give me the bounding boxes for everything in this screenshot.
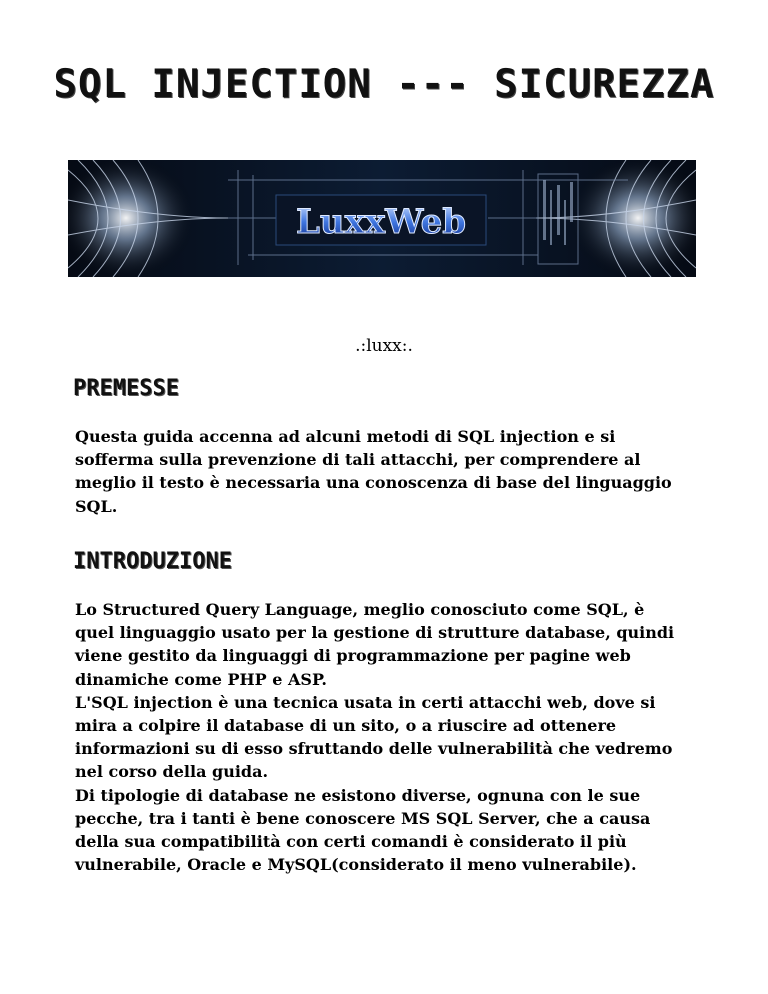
- text-line: vulnerabile, Oracle e MySQL(considerato il meno vulnerabile).: [75, 855, 637, 875]
- luxxweb-banner-image: [68, 160, 696, 277]
- text-line: dinamiche come PHP e ASP.: [75, 669, 327, 689]
- section-heading-introduzione: INTRODUZIONE: [73, 549, 232, 574]
- text-line: nel corso della guida.: [75, 762, 269, 782]
- text-line: meglio il testo è necessaria una conoscenza di base del linguaggio: [75, 473, 672, 493]
- text-line: viene gestito da linguaggi di programmazione per pagine web: [75, 646, 631, 666]
- text-line: sofferma sulla prevenzione di tali attacchi, per comprendere al: [75, 450, 641, 470]
- banner-logo-text: LuxxWeb: [296, 202, 466, 242]
- section-paragraph-premesse: [75, 425, 675, 518]
- text-line: L'SQL injection è una tecnica usata in certi attacchi web, dove si: [75, 692, 656, 712]
- text-line: pecche, tra i tanti è bene conoscere MS SQL Server, che a causa: [75, 808, 651, 828]
- author-signature: .:luxx:.: [355, 336, 413, 356]
- text-line: informazioni su di esso sfruttando delle vulnerabilità che vedremo: [75, 739, 673, 759]
- text-line: Questa guida accenna ad alcuni metodi di SQL injection e si: [75, 427, 616, 446]
- text-line: quel linguaggio usato per la gestione di strutture database, quindi: [75, 623, 675, 643]
- section-paragraph-introduzione: [75, 598, 675, 876]
- text-line: SQL.: [75, 496, 118, 516]
- document-title: SQL INJECTION --- SICUREZZA: [53, 62, 715, 107]
- text-line: Lo Structured Query Language, meglio conosciuto come SQL, è: [75, 600, 645, 619]
- text-line: Di tipologie di database ne esistono diverse, ognuna con le sue: [75, 785, 641, 805]
- text-line: mira a colpire il database di un sito, o a riuscire ad ottenere: [75, 716, 617, 736]
- section-heading-premesse: PREMESSE: [73, 376, 179, 401]
- text-line: della sua compatibilità con certi comandi è considerato il più: [75, 832, 627, 852]
